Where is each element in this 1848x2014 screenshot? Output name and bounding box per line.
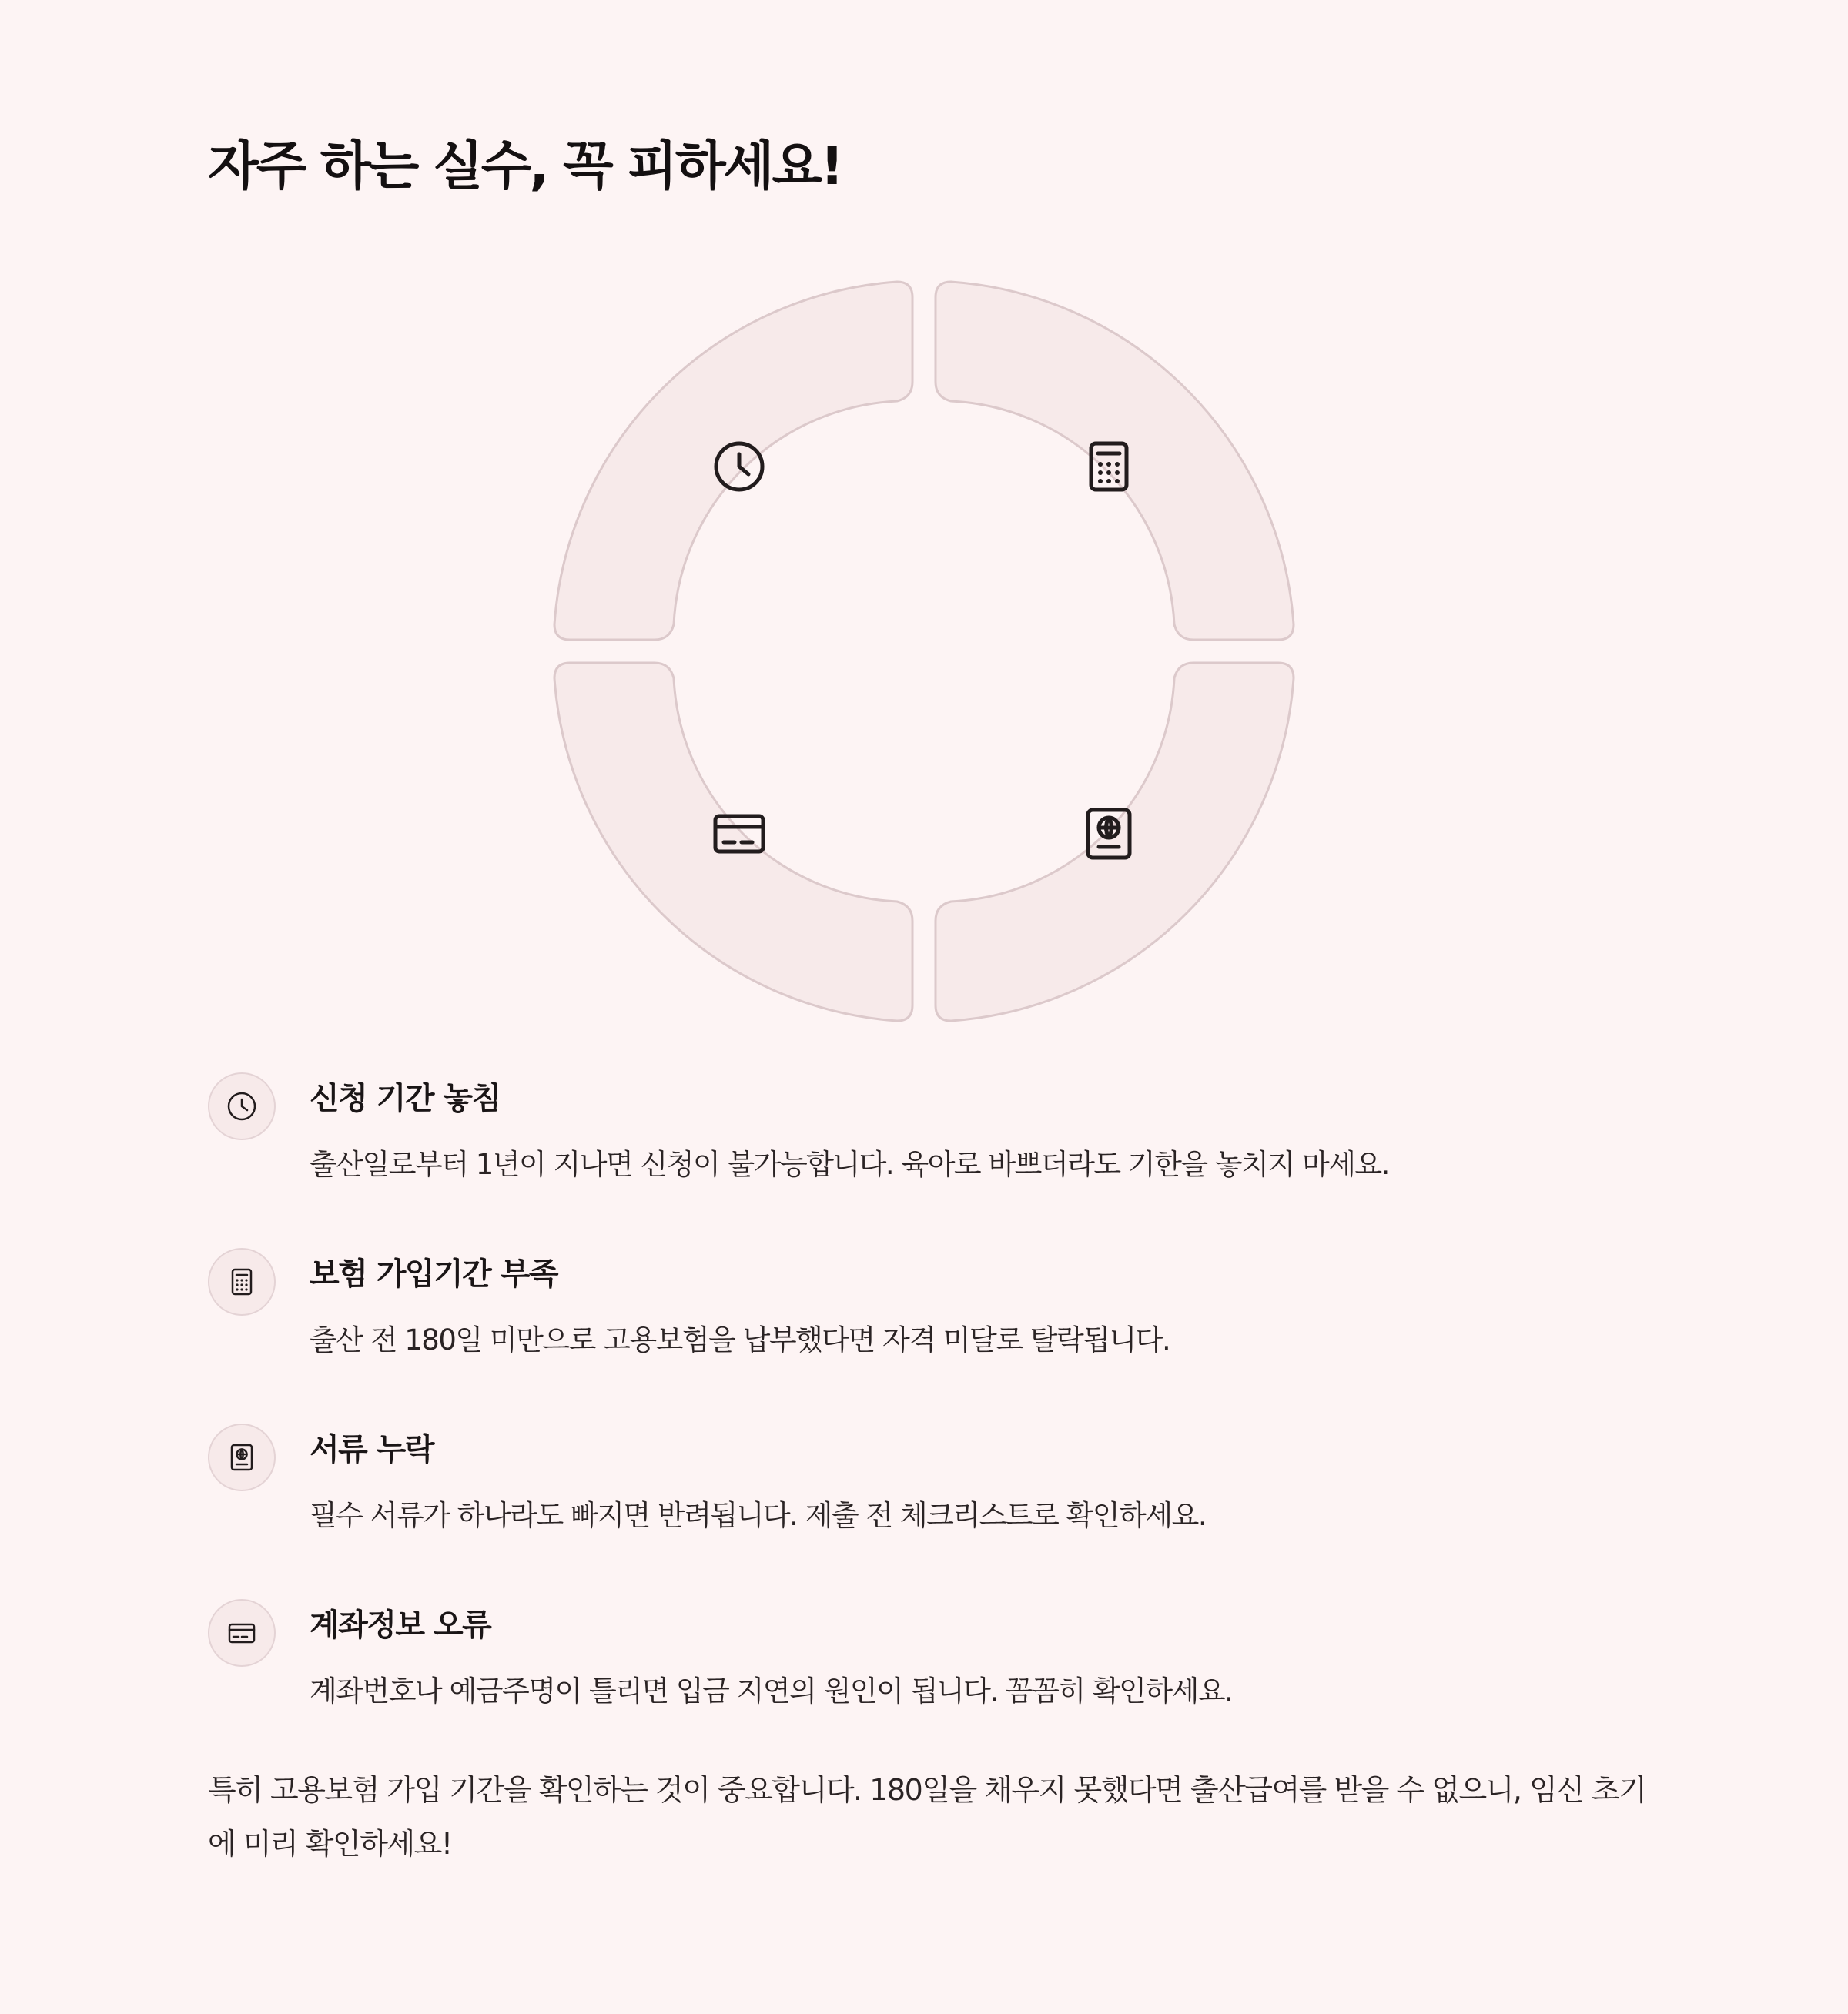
passport-icon (208, 1424, 276, 1491)
mistake-title: 서류 누락 (310, 1432, 434, 1467)
segment-bottom-right (936, 663, 1294, 1021)
mistake-title: 계좌정보 오류 (310, 1608, 491, 1643)
mistake-title: 보험 가입기간 부족 (310, 1256, 557, 1292)
mistake-description: 출산일로부터 1년이 지나면 신청이 불가능합니다. 육아로 바쁘더라도 기한을 놓치지 마세요. (310, 1148, 1389, 1181)
mistake-description: 출산 전 180일 미만으로 고용보험을 납부했다면 자격 미달로 탈락됩니다. (310, 1323, 1170, 1357)
mistake-description: 필수 서류가 하나라도 빠지면 반려됩니다. 제출 전 체크리스트로 확인하세요. (310, 1499, 1207, 1532)
mistake-item-insurance (208, 1248, 1671, 1387)
mistakes-ring-diagram (547, 274, 1301, 1029)
closing-note: 특히 고용보험 가입 기간을 확인하는 것이 중요합니다. 180일을 채우지 못했다면 출산급여를 받을 수 없으니, 임신 초기에 미리 확인하세요! (208, 1773, 1646, 1861)
mistake-item-deadline (208, 1072, 1671, 1211)
mistake-description: 계좌번호나 예금주명이 틀리면 입금 지연의 원인이 됩니다. 꼼꼼히 확인하세요. (310, 1674, 1233, 1708)
mistake-title: 신청 기간 놓침 (310, 1081, 500, 1116)
page-title: 자주 하는 실수, 꼭 피하세요! (208, 136, 842, 197)
segment-bottom-left (554, 663, 912, 1021)
mistake-item-documents (208, 1424, 1671, 1562)
credit-card-icon (208, 1599, 276, 1667)
segment-top-right (936, 282, 1294, 640)
segment-top-left (554, 282, 912, 640)
clock-icon (208, 1072, 276, 1140)
calculator-icon (208, 1248, 276, 1316)
mistake-item-account (208, 1599, 1671, 1738)
